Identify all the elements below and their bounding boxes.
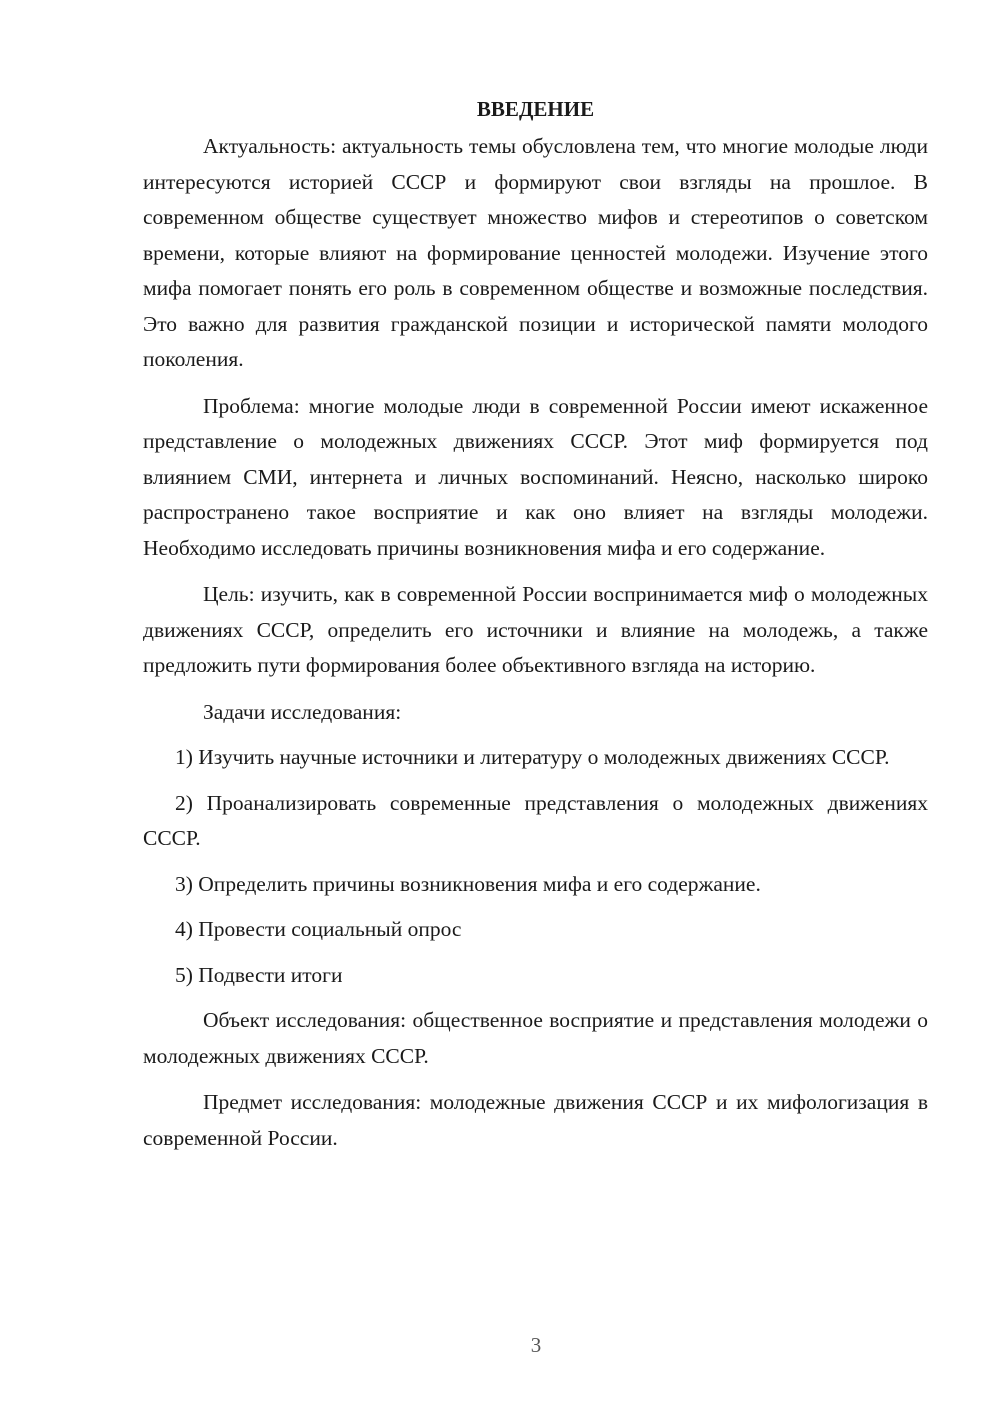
list-item: 1) Изучить научные источники и литературу о молодежных движениях СССР. [175,745,890,769]
paragraph-object: Объект исследования: общественное восприятие и представления молодежи о молодежных движениях СССР. [143,1008,928,1068]
tasks-list [143,740,928,993]
list-item: 3) Определить причины возникновения мифа и его содержание. [175,871,761,896]
list-item: 2) Проанализировать современные представления о молодежных движениях СССР. [143,790,928,850]
list-item: 4) Провести социальный опрос [175,917,462,941]
paragraph-goal: Цель: изучить, как в современной России воспринимается миф о молодежных движениях СССР, определить его источники и влияние на молодежь, а также предложить пути формирования более объективного взгляда на историю. [143,582,928,677]
list-item: 5) Подвести итоги [175,962,343,987]
paragraph-subject: Предмет исследования: молодежные движения СССР и их мифологизация в современной России. [143,1090,928,1150]
tasks-heading: Задачи исследования: [203,699,402,724]
paragraph-problem: Проблема: многие молодые люди в современной России имеют искаженное представление о молодежных движениях СССР. Этот миф формируется под влиянием СМИ, интернета и личных воспоминаний. Неясно, насколько широко распространено такое восприятие и как оно влияет на взгляды молодежи. Необходимо исследовать причины возникновения мифа и его содержание. [143,393,928,560]
paragraph-relevance: Актуальность: актуальность темы обусловлена тем, что многие молодые люди интересуются историей СССР и формируют свои взгляды на прошлое. В современном обществе существует множество мифов и стереотипов о советском времени, которые влияют на формирование ценностей молодежи. Изучение этого мифа помогает понять его роль в современном обществе и возможные последствия. Это важно для развития гражданской позиции и исторической памяти молодого поколения. [143,134,928,371]
page-number: 3 [530,1333,542,1357]
page-title: ВВЕДЕНИЕ [476,97,595,121]
document-page [143,92,928,1167]
